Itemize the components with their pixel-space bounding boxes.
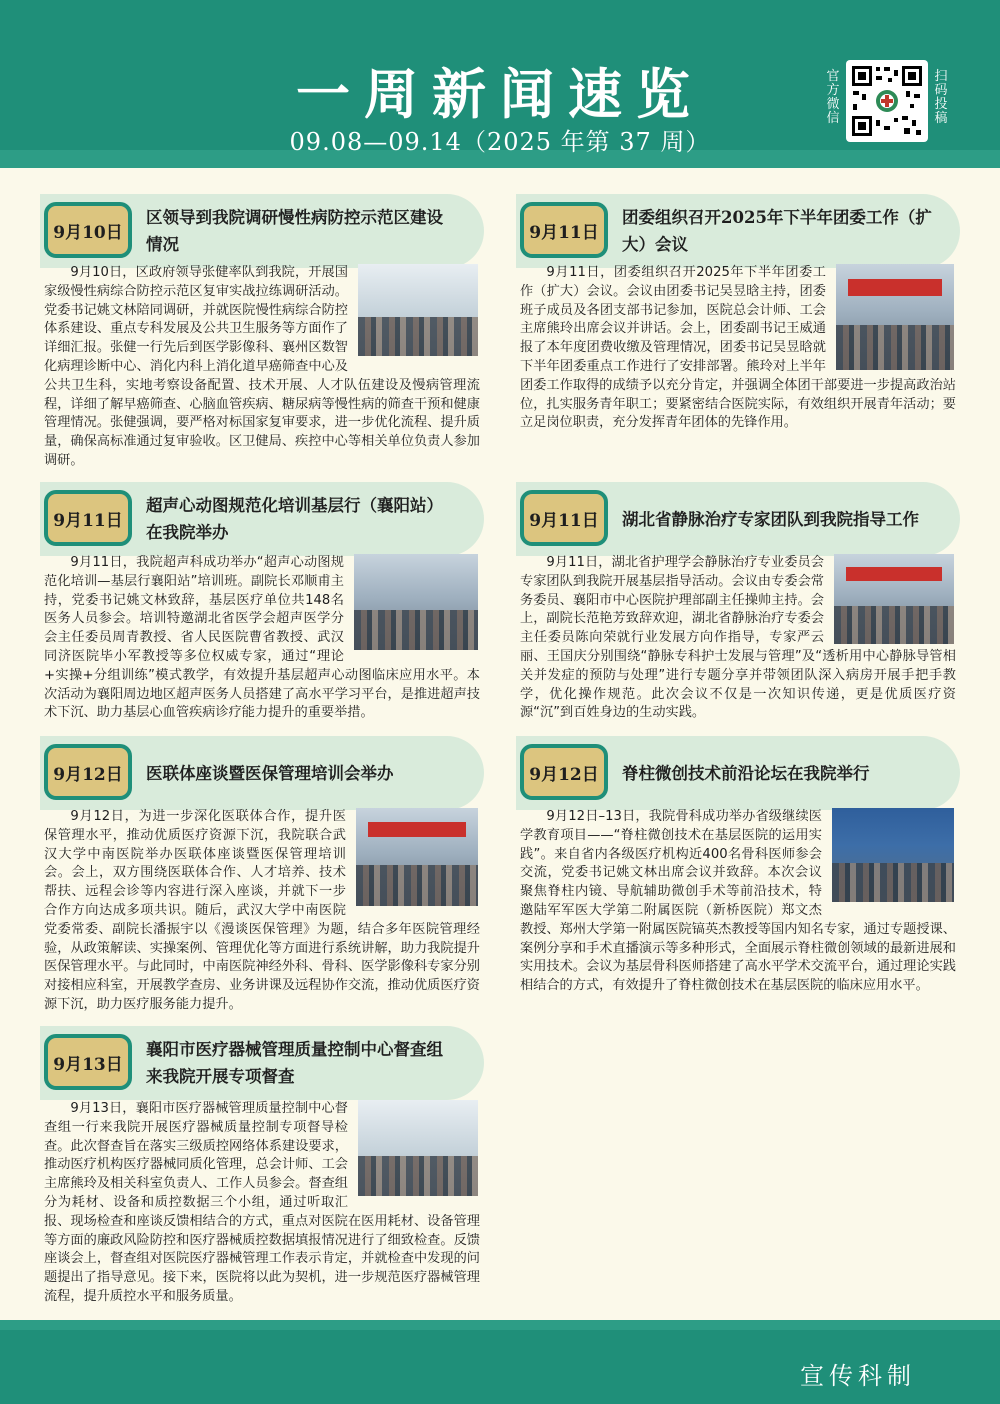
- news-headline: 医联体座谈暨医保管理培训会举办: [146, 763, 394, 783]
- news-headline: 襄阳市医疗器械管理质量控制中心督查组来我院开展专项督查: [146, 1040, 443, 1086]
- news-photo: [834, 554, 954, 644]
- news-title-bar: [516, 736, 960, 810]
- news-text: 9月11日，湖北省护理学会静脉治疗专业委员会专家团队到我院开展基层指导活动。会议由专委会常务委员、襄阳市中心医院护理部副主任操帅主持。会上，副院长范艳芳致辞欢迎，湖北省静脉治疗专委会主任委员陈向荣就行业发展方向作指导，专家严云丽、王国庆分别围绕“静脉专科护士发展与管理”及“透析用中心静脉导管相关并发症的预防与处理”进行专题分享并带领团队深入病房开展手把手教学，优化操作规范。此次会议不仅是一次知识传递，更是优质医疗资源“沉”到百姓身边的生动实践。: [520, 555, 956, 721]
- news-text: 9月11日，我院超声科成功举办“超声心动图规范化培训—基层行襄阳站”培训班。副院长邓顺甫主持，党委书记姚文林致辞，基层医疗单位共148名医务人员参会。培训特邀湖北省医学会超声医学分会主任委员周青教授、省人民医院曹省教授、武汉同济医院毕小军教授等多位权威专家，通过“理论+实操+分组训练”模式教学，有效提升基层超声心动图临床应用水平。本次活动为襄阳周边地区超声医务人员搭建了高水平学习平台，是推进超声技术下沉、助力基层心血管疾病诊疗能力提升的重要举措。: [44, 555, 480, 721]
- news-body: [44, 264, 480, 471]
- news-date-badge: 9月11日: [520, 490, 608, 546]
- news-photo: [836, 264, 954, 370]
- news-headline: 湖北省静脉治疗专家团队到我院指导工作: [622, 509, 919, 529]
- news-body: [520, 264, 956, 433]
- news-text: 9月11日，团委组织召开2025年下半年团委工作（扩大）会议。会议由团委书记吴昱晗主持，团委班子成员及各团支部书记参加，医院总会计师、工会主席熊玲出席会议并讲话。会上，团委副书记王威通报了本年度团费收缴及管理情况，团委书记吴昱晗就下半年团委重点工作进行了安排部署。熊玲对上半年团委工作取得的成绩予以充分肯定，并强调全体团干部要进一步提高政治站位，扎实服务青年职工；要紧密结合医院实际，有效组织开展青年活动；要立足岗位职责，充分发挥青年团体的先锋作用。: [520, 265, 956, 431]
- news-date-badge: 9月12日: [520, 744, 608, 800]
- news-photo: [356, 808, 478, 906]
- news-title-bar: [516, 482, 960, 556]
- news-title-bar: [516, 194, 960, 268]
- qr-code[interactable]: [846, 60, 928, 142]
- page-title: 一周新闻速览: [296, 63, 704, 126]
- footer-department: 宣传科制: [800, 1362, 916, 1390]
- news-headline: 区领导到我院调研慢性病防控示范区建设情况: [146, 208, 443, 254]
- news-photo: [354, 554, 478, 650]
- news-date-badge: 9月10日: [44, 202, 132, 258]
- news-photo: [832, 808, 954, 902]
- qr-label-submit-article: 扫码投稿: [934, 69, 948, 126]
- page-header: [0, 0, 1000, 168]
- news-body: [44, 808, 480, 1015]
- news-text: 9月12日–13日，我院骨科成功举办省级继续医学教育项目——“脊柱微创技术在基层医院的运用实践”。来自省内各级医疗机构近400名骨科医师参会交流，党委书记姚文林出席会议并致辞。本次会议聚焦脊柱内镜、导航辅助微创手术等前沿技术，特邀陆军军医大学第二附属医院（新桥医院）郑文杰教授、郑州大学第一附属医院镐英杰教授等国内知名专家，通过专题授课、案例分享和手术直播演示等多种形式，全面展示脊柱微创领域的最新进展和实用技术。会议为基层骨科医师搭建了高水平学术交流平台，通过理论实践相结合的方式，有效提升了脊柱微创技术在基层医院的临床应用水平。: [520, 809, 956, 994]
- news-headline: 团委组织召开2025年下半年团委工作（扩大）会议: [622, 208, 932, 254]
- news-title-bar: [40, 482, 484, 556]
- page-footer: [0, 1320, 1000, 1404]
- news-text: 9月13日，襄阳市医疗器械管理质量控制中心督查组一行来我院开展医疗器械质量控制专项督导检查。此次督查旨在落实三级质控网络体系建设要求，推动医疗机构医疗器械同质化管理，总会计师、工会主席熊玲及相关科室负责人、工作人员参会。督查组分为耗材、设备和质控数据三个小组，通过听取汇报、现场检查和座谈反馈相结合的方式，重点对医院在医用耗材、设备管理等方面的廉政风险防控和医疗器械质控数据填报情况进行了细致检查。反馈座谈会上，督查组对医院医疗器械管理工作表示肯定，并就检查中发现的问题提出了指导意见。接下来，医院将以此为契机，进一步规范医疗器械管理流程，提升质控水平和服务质量。: [44, 1101, 480, 1304]
- news-date-badge: 9月12日: [44, 744, 132, 800]
- news-title-bar: [40, 194, 484, 268]
- news-text: 9月10日，区政府领导张健率队到我院，开展国家级慢性病综合防控示范区复审实战拉练调研活动。党委书记姚文林陪同调研，并就医院慢性病综合防控体系建设、重点专科发展及公共卫生服务等方面作了详细汇报。张健一行先后到医学影像科、襄州区数智化病理诊断中心、消化内科上消化道早癌筛查中心及公共卫生科，实地考察设备配置、技术开展、人才队伍建设及慢病管理流程，详细了解早癌筛查、心脑血管疾病、糖尿病等慢性病的筛查干预和健康管理情况。张健强调，要严格对标国家复审要求，进一步优化流程、提升质量，确保高标准通过复审验收。区卫健局、疾控中心等相关单位负责人参加调研。: [44, 265, 480, 468]
- news-body: [520, 808, 956, 996]
- news-photo: [358, 264, 478, 356]
- news-headline: 脊柱微创技术前沿论坛在我院举行: [622, 763, 870, 783]
- qr-code-icon: [850, 64, 924, 138]
- page-subtitle: 09.08—09.14（2025 年第 37 周）: [289, 128, 711, 156]
- news-body: [44, 554, 480, 723]
- news-date-badge: 9月11日: [44, 490, 132, 546]
- news-date-badge: 9月11日: [520, 202, 608, 258]
- footer-accent-band: [0, 1320, 1000, 1330]
- news-date-badge: 9月13日: [44, 1034, 132, 1090]
- news-title-bar: [40, 736, 484, 810]
- news-body: [520, 554, 956, 723]
- qr-label-official-wechat: 官方微信: [826, 69, 840, 126]
- news-text: 9月12日，为进一步深化医联体合作，提升医保管理水平，推动优质医疗资源下沉，我院联合武汉大学中南医院举办医联体座谈暨医保管理培训会。会上，双方围绕医联体合作、人才培养、技术帮扶、远程会诊等内容进行深入座谈，并就下一步合作方向达成多项共识。随后，武汉大学中南医院党委常委、副院长潘振宇以《漫谈医保管理》为题，结合多年医院管理经验，从政策解读、实操案例、管理优化等方面进行系统讲解，助力我院提升医保管理水平。与此同时，中南医院神经外科、骨科、医学影像科专家分别对接相应科室，开展教学查房、业务讲课及远程协作交流，推动优质医疗资源下沉，助力医疗服务能力提升。: [44, 809, 480, 1012]
- news-photo: [358, 1100, 478, 1196]
- news-body: [44, 1100, 480, 1307]
- news-title-bar: [40, 1026, 484, 1100]
- news-headline: 超声心动图规范化培训基层行（襄阳站）在我院举办: [146, 496, 443, 542]
